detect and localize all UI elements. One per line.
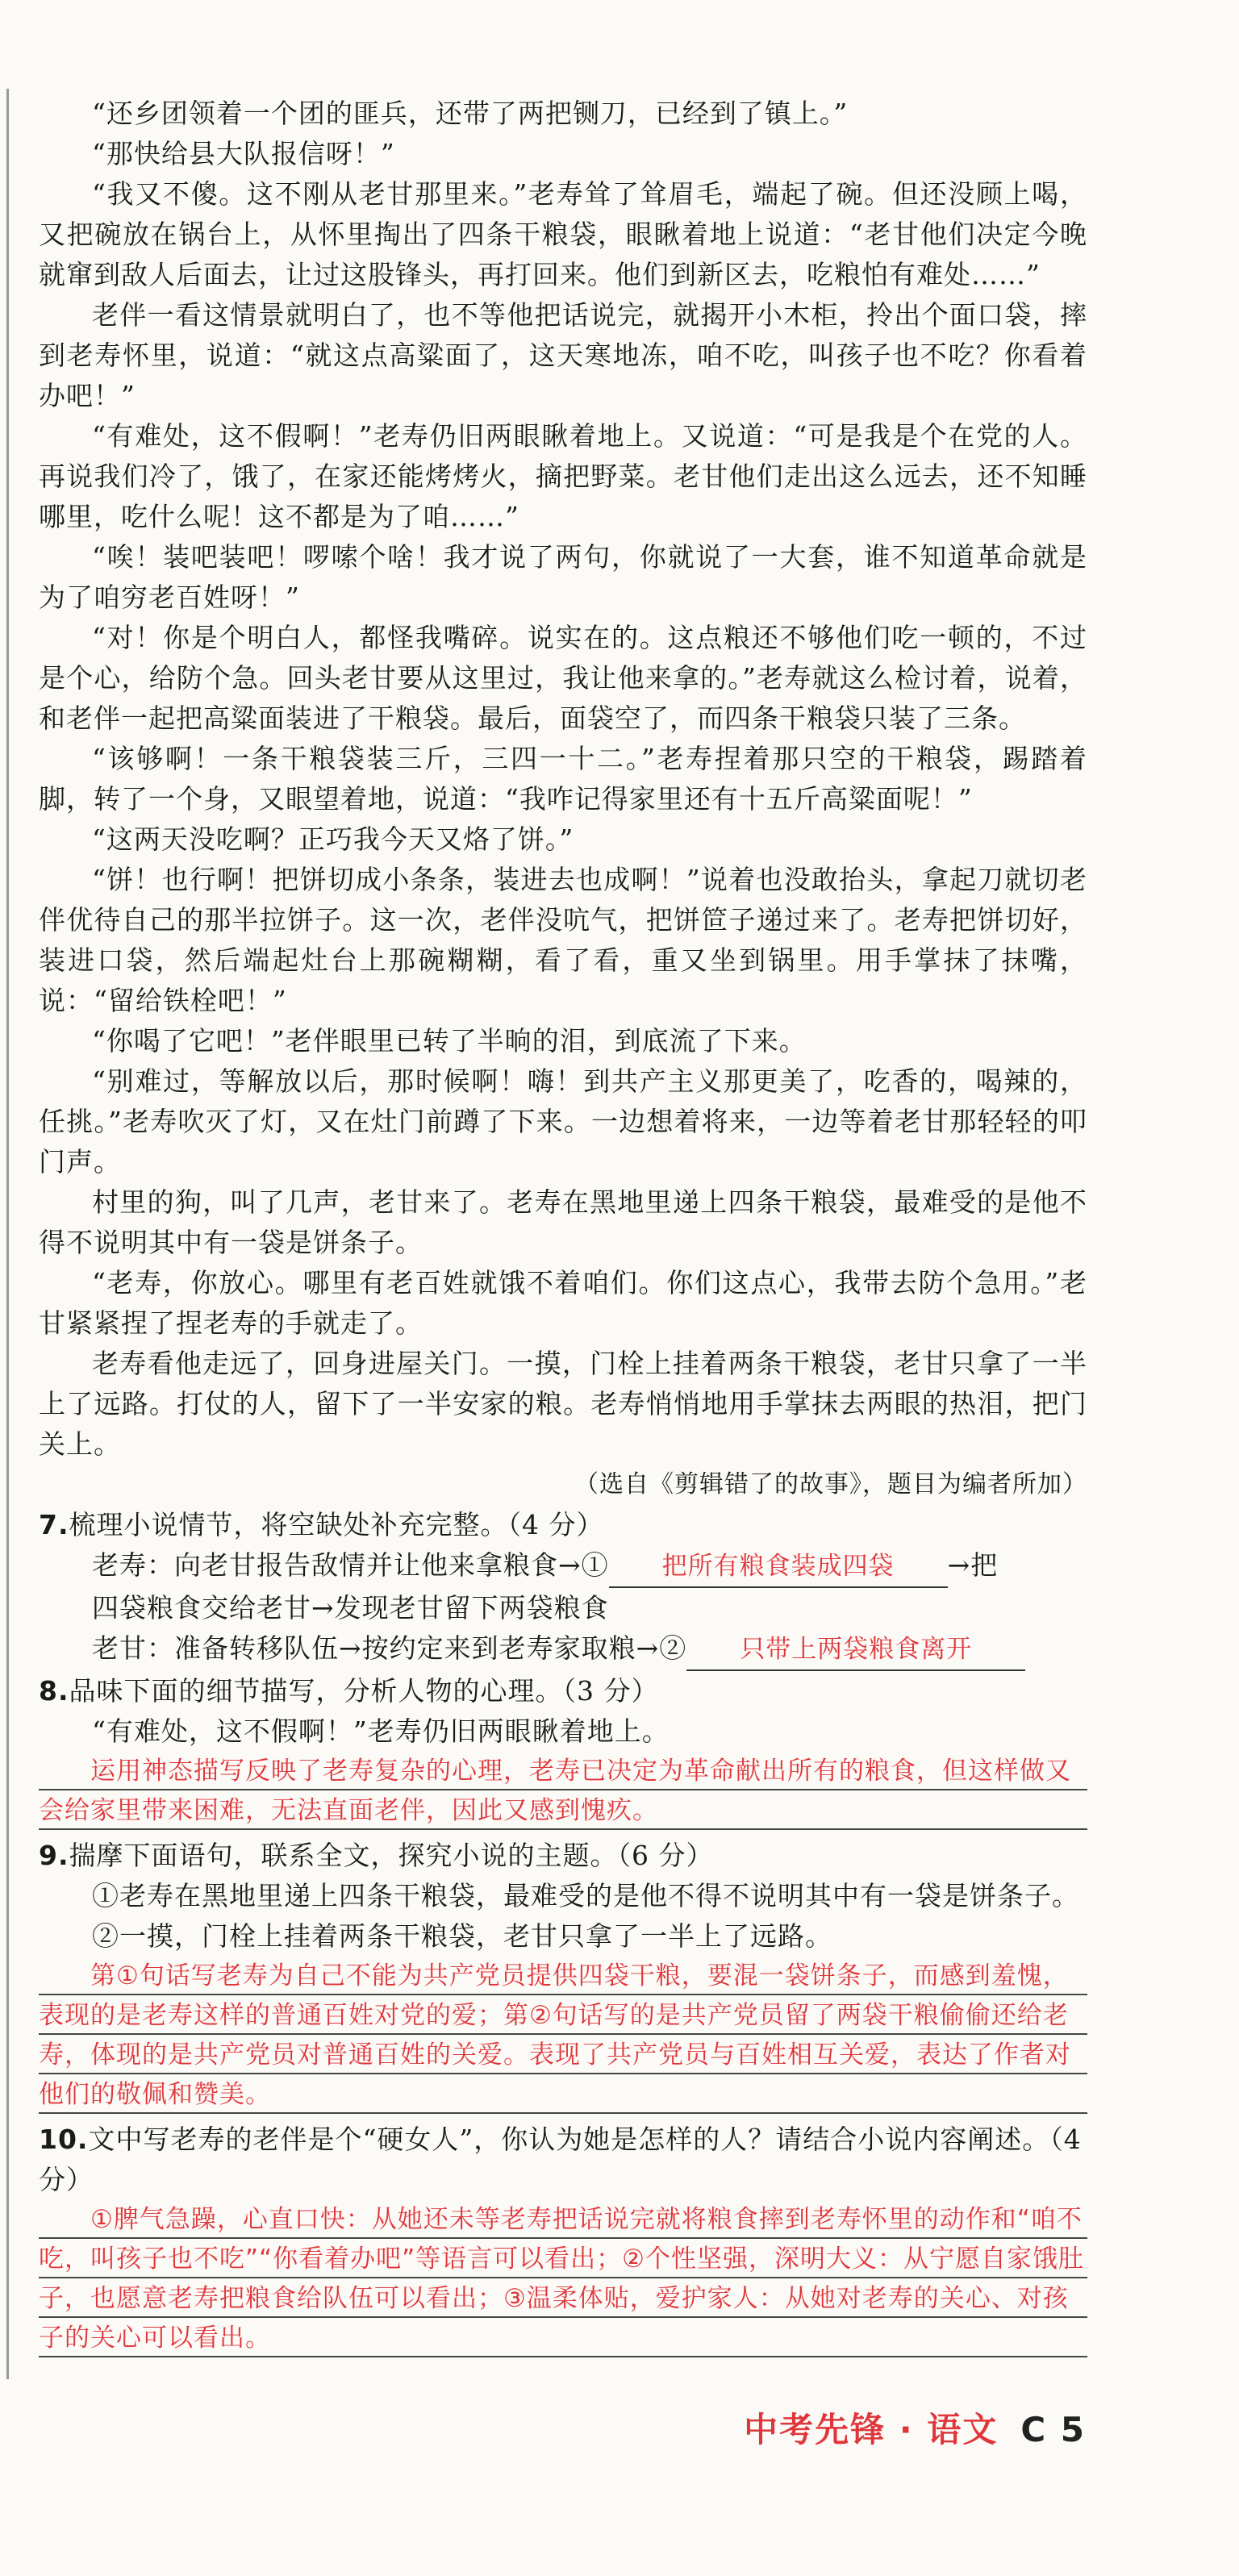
plot-line-laoshou: 老寿：向老甘报告敌情并让他来拿粮食→① <box>92 1549 609 1581</box>
story-paragraph: “老寿，你放心。哪里有老百姓就饿不着咱们。你们这点心，我带去防个急用。”老甘紧紧捏了捏老寿的手就走了。 <box>39 1267 1087 1339</box>
question-item: ①老寿在黑地里递上四条干粮袋，最难受的是他不得不说明其中有一袋是饼条子。 <box>92 1880 1079 1911</box>
story-paragraph: 老伴一看这情景就明白了，也不等他把话说完，就揭开小木柜，拎出个面口袋，摔到老寿怀里，说道：“就这点高粱面了，这天寒地冻，咱不吃，叫孩子也不吃？你看着办吧！” <box>39 299 1087 411</box>
question-number: 7. <box>39 1509 69 1540</box>
story-paragraph: “唉！装吧装吧！啰嗦个啥！我才说了两句，你就说了一大套，谁不知道革命就是为了咱穷老百姓呀！” <box>39 541 1087 613</box>
story-paragraph: “有难处，这不假啊！”老寿仍旧两眼瞅着地上。又说道：“可是我是个在党的人。再说我们冷了，饿了，在家还能烤烤火，摘把野菜。老甘他们走出这么远去，还不知睡哪里，吃什么呢！这不都是为了咱……” <box>39 420 1087 532</box>
story-paragraph: “对！你是个明白人，都怪我嘴碎。说实在的。这点粮还不够他们吃一顿的，不过是个心，给防个急。回头老甘要从这里过，我让他来拿的。”老寿就这么检讨着，说着，和老伴一起把高粱面装进了干粮袋。最后，面袋空了，而四条干粮袋只装了三条。 <box>39 622 1087 734</box>
question-quote: “有难处，这不假啊！”老寿仍旧两眼瞅着地上。 <box>92 1715 670 1747</box>
question-9 <box>39 1836 1087 2115</box>
answer-blank-2[interactable]: 只带上两袋粮食离开 <box>686 1629 1025 1671</box>
binding-edge <box>6 89 9 2379</box>
question-stem: 品味下面的细节描写，分析人物的心理。（3 分） <box>69 1675 659 1707</box>
answer-text: 第①句话写老寿为自己不能为共产党员提供四袋干粮，要混一袋饼条子，而感到羞愧，表现的是老寿这样的普通百姓对党的爱；第②句话写的是共产党员留了两袋干粮偷偷还给老寿，体现的是共产党员对普通百姓的关爱。表现了共产党员与百姓相互关爱，表达了作者对他们的敬佩和赞美。 <box>39 1957 1087 2115</box>
plot-line-laogan: 老甘：准备转移队伍→按约定来到老寿家取粮→② <box>92 1632 687 1664</box>
question-number: 10. <box>39 2124 89 2155</box>
story-paragraph: “该够啊！一条干粮袋装三斤，三四一十二。”老寿捏着那只空的干粮袋，踢踏着脚，转了一个身，又眼望着地，说道：“我咋记得家里还有十五斤高粱面呢！” <box>39 743 1087 815</box>
question-stem: 梳理小说情节，将空缺处补充完整。（4 分） <box>69 1509 604 1540</box>
story-paragraph: “别难过，等解放以后，那时候啊！嗨！到共产主义那更美了，吃香的，喝辣的，任挑。”老寿吹灭了灯，又在灶门前蹲了下来。一边想着将来，一边等着老甘那轻轻的叩门声。 <box>39 1065 1087 1178</box>
question-number: 8. <box>39 1675 69 1707</box>
story-paragraph: “还乡团领着一个团的匪兵，还带了两把铡刀，已经到了镇上。” <box>92 98 849 129</box>
story-paragraph: 村里的狗，叫了几声，老甘来了。老寿在黑地里递上四条干粮袋，最难受的是他不得不说明其中有一袋是饼条子。 <box>39 1186 1087 1258</box>
story-paragraph: “你喝了它吧！”老伴眼里已转了半晌的泪，到底流了下来。 <box>92 1025 807 1057</box>
question-stem: 文中写老寿的老伴是个“硬女人”，你认为她是怎样的人？请结合小说内容阐述。（4 分） <box>39 2124 1082 2195</box>
page-footer <box>744 2403 1086 2452</box>
story-paragraph: “饼！也行啊！把饼切成小条条，装进去也成啊！”说着也没敢抬头，拿起刀就切老伴优待自己的那半拉饼子。这一次，老伴没吭气，把饼笸子递过来了。老寿把饼切好，装进口袋，然后端起灶台上那碗糊糊，看了看，重又坐到锅里。用手掌抹了抹嘴，说：“留给铁栓吧！” <box>39 864 1087 1016</box>
story-text <box>39 94 1087 1505</box>
page-code: C 5 <box>1020 2410 1086 2449</box>
question-8 <box>39 1671 1087 1831</box>
story-paragraph: “那快给县大队报信呀！” <box>92 138 395 169</box>
story-paragraph: “这两天没吃啊？正巧我今天又烙了饼。” <box>92 823 574 855</box>
answer-text: ①脾气急躁，心直口快：从她还未等老寿把话说完就将粮食摔到老寿怀里的动作和“咱不吃，叫孩子也不吃”“你看着办吧”等语言可以看出；②个性坚强，深明大义：从宁愿自家饿肚子，也愿意老寿把粮食给队伍可以看出；③温柔体贴，爱护家人：从她对老寿的关心、对孩子的关心可以看出。 <box>39 2200 1087 2358</box>
question-stem: 揣摩下面语句，联系全文，探究小说的主题。（6 分） <box>69 1840 714 1871</box>
story-paragraph: “我又不傻。这不刚从老甘那里来。”老寿耸了耸眉毛，端起了碗。但还没顾上喝，又把碗放在锅台上，从怀里掏出了四条干粮袋，眼瞅着地上说道：“老甘他们决定今晚就窜到敌人后面去，让过这股锋头，再打回来。他们到新区去，吃粮怕有难处……” <box>39 178 1087 290</box>
page-content <box>39 94 1087 2363</box>
question-number: 9. <box>39 1840 69 1871</box>
plot-line-laoshou-cont: 四袋粮食交给老甘→发现老甘留下两袋粮食 <box>92 1592 609 1624</box>
question-item: ②一摸，门栓上挂着两条干粮袋，老甘只拿了一半上了远路。 <box>92 1920 832 1952</box>
story-paragraph: 老寿看他走远了，回身进屋关门。一摸，门栓上挂着两条干粮袋，老甘只拿了一半上了远路。打仗的人，留下了一半安家的粮。老寿悄悄地用手掌抹去两眼的热泪，把门关上。 <box>39 1348 1087 1460</box>
plot-arrow-text: →把 <box>947 1549 999 1581</box>
question-10 <box>39 2120 1087 2358</box>
question-7 <box>39 1505 1087 1671</box>
brand-label: 中考先锋 · 语文 <box>744 2410 999 2449</box>
answer-blank-1[interactable]: 把所有粮食装成四袋 <box>609 1546 948 1588</box>
answer-text: 运用神态描写反映了老寿复杂的心理，老寿已决定为革命献出所有的粮食，但这样做又会给家里带来困难，无法直面老伴，因此又感到愧疚。 <box>39 1752 1087 1831</box>
story-source: （选自《剪辑错了的故事》，题目为编者所加） <box>574 1470 1087 1498</box>
